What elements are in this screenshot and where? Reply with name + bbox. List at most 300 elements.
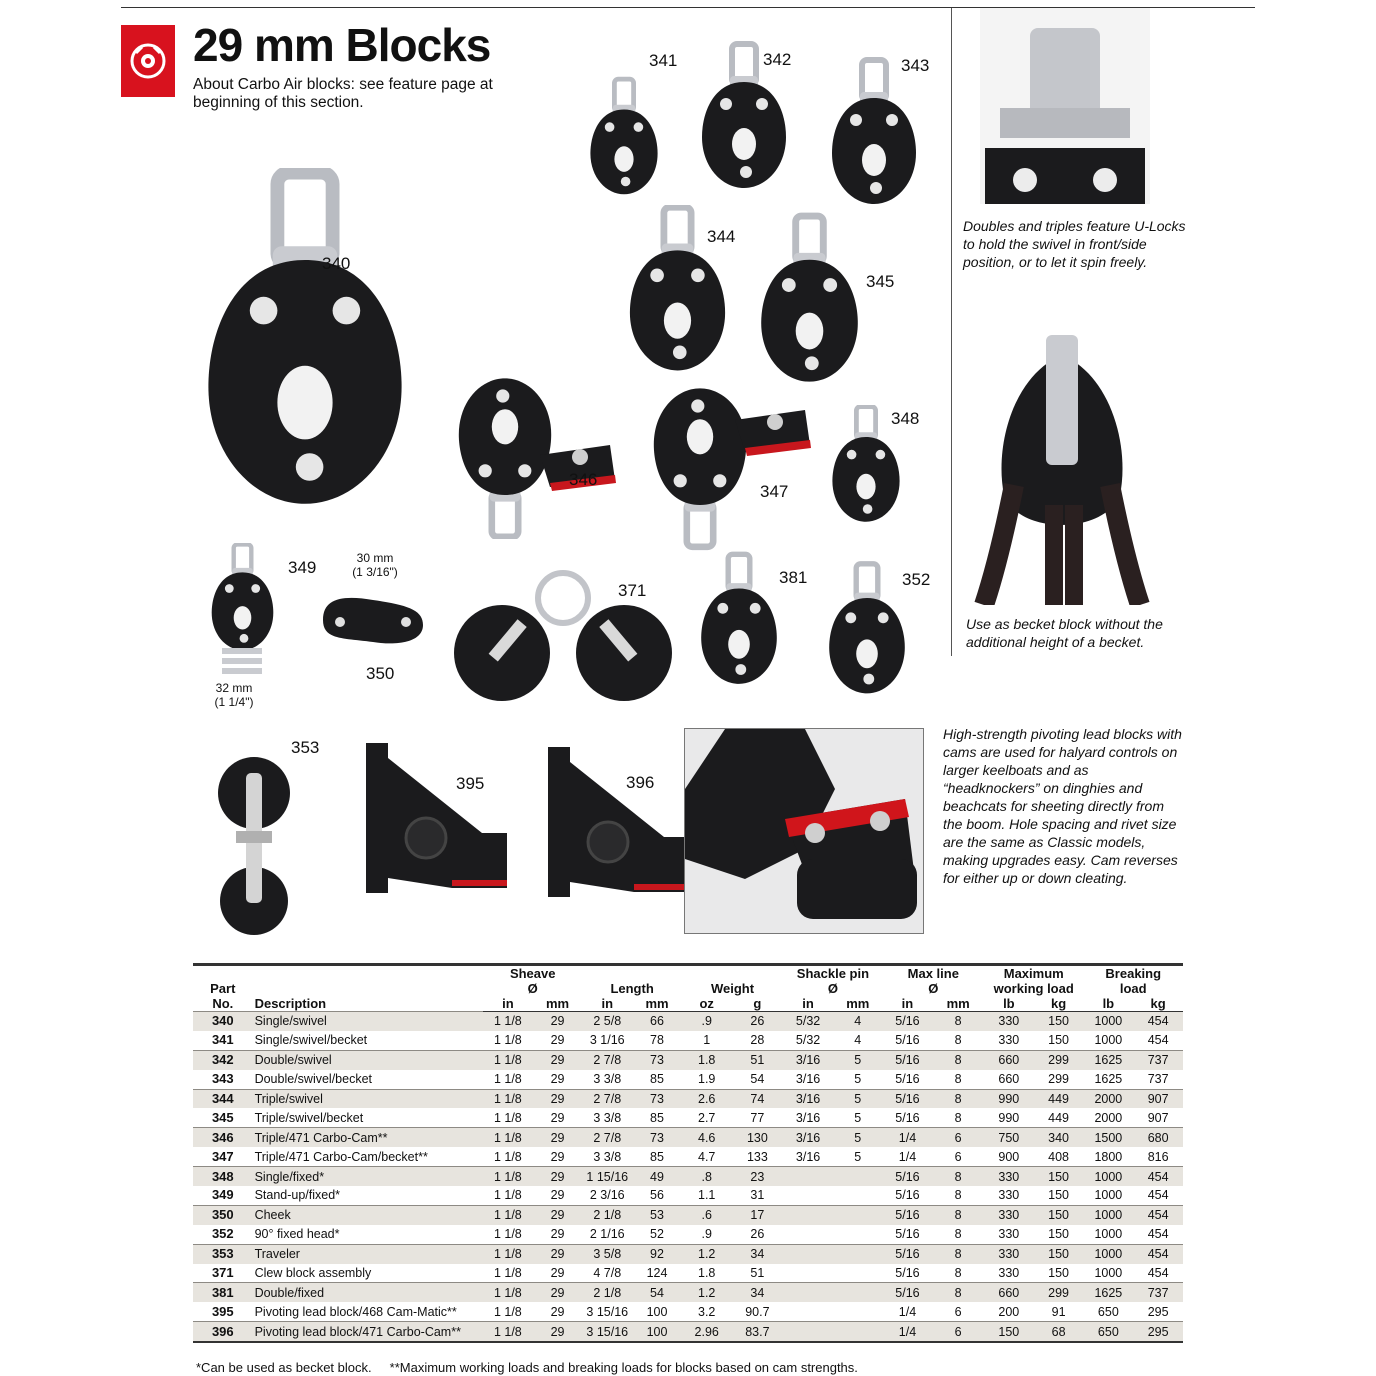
block-341-image (584, 45, 664, 230)
value-cell: 85 (632, 1070, 682, 1089)
value-cell: 907 (1133, 1108, 1183, 1127)
header-length: Length (582, 965, 681, 997)
value-cell: 5/32 (783, 1012, 833, 1031)
table-row (193, 1012, 1183, 1031)
block-345-image (752, 205, 867, 395)
value-cell: 1.8 (682, 1264, 732, 1283)
value-cell: 408 (1034, 1147, 1084, 1166)
description-cell: Triple/471 Carbo-Cam/becket** (253, 1147, 483, 1166)
part-number-cell: 353 (193, 1244, 253, 1263)
part-number-cell: 340 (193, 1012, 253, 1031)
value-cell: 100 (632, 1322, 682, 1342)
table-row (193, 1205, 1183, 1224)
label-353: 353 (291, 738, 320, 757)
value-cell: 1 1/8 (483, 1322, 533, 1342)
value-cell: 1 1/8 (483, 1205, 533, 1224)
value-cell: 330 (984, 1244, 1034, 1263)
column-divider (951, 8, 952, 656)
description-cell: Pivoting lead block/468 Cam-Matic** (253, 1302, 483, 1321)
table-row (193, 1322, 1183, 1342)
table-row (193, 1186, 1183, 1205)
table-row (193, 1108, 1183, 1127)
value-cell: 330 (984, 1167, 1034, 1186)
value-cell: 4 7/8 (582, 1264, 632, 1283)
value-cell: 8 (932, 1167, 984, 1186)
value-cell: 340 (1034, 1128, 1084, 1147)
value-cell (833, 1302, 883, 1321)
value-cell: 660 (984, 1050, 1034, 1069)
unit-mm: mm (533, 996, 583, 1012)
value-cell: 2.7 (682, 1108, 732, 1127)
unit-in: in (783, 996, 833, 1012)
value-cell: 3/16 (783, 1128, 833, 1147)
value-cell: 1.9 (682, 1070, 732, 1089)
value-cell: 1/4 (883, 1302, 933, 1321)
value-cell: 1 1/8 (483, 1070, 533, 1089)
table-row (193, 1225, 1183, 1244)
value-cell (783, 1225, 833, 1244)
description-cell: Traveler (253, 1244, 483, 1263)
dim-349 (190, 681, 278, 709)
table-row (193, 1070, 1183, 1089)
label-346: 346 (569, 470, 598, 489)
value-cell: 454 (1133, 1225, 1183, 1244)
value-cell: 3 15/16 (582, 1322, 632, 1342)
value-cell: 23 (732, 1167, 784, 1186)
header-mwl-1: Maximum (1003, 966, 1064, 981)
label-348: 348 (891, 409, 920, 428)
value-cell: 1 1/8 (483, 1302, 533, 1321)
value-cell: 1 1/8 (483, 1264, 533, 1283)
value-cell: 54 (632, 1283, 682, 1302)
label-371: 371 (618, 581, 647, 600)
value-cell: 6 (932, 1322, 984, 1342)
description-cell: Single/swivel/becket (253, 1031, 483, 1050)
value-cell (833, 1264, 883, 1283)
value-cell: 6 (932, 1128, 984, 1147)
value-cell: 85 (632, 1147, 682, 1166)
value-cell: 85 (632, 1108, 682, 1127)
value-cell: 454 (1133, 1031, 1183, 1050)
value-cell: 2 5/8 (582, 1012, 632, 1031)
value-cell: 6 (932, 1302, 984, 1321)
value-cell: 150 (1034, 1167, 1084, 1186)
value-cell: 5/16 (883, 1050, 933, 1069)
value-cell: 29 (533, 1225, 583, 1244)
value-cell (783, 1264, 833, 1283)
value-cell: 295 (1133, 1302, 1183, 1321)
value-cell: 454 (1133, 1244, 1183, 1263)
value-cell: 3/16 (783, 1050, 833, 1069)
value-cell (783, 1167, 833, 1186)
part-number-cell: 348 (193, 1167, 253, 1186)
header-breaking-1: Breaking (1105, 966, 1162, 981)
header-sheave (483, 965, 582, 997)
value-cell (783, 1244, 833, 1263)
value-cell: 92 (632, 1244, 682, 1263)
value-cell: 650 (1083, 1302, 1133, 1321)
value-cell: 66 (632, 1012, 682, 1031)
block-346-image (450, 375, 620, 540)
value-cell: 34 (732, 1283, 784, 1302)
value-cell: 8 (932, 1205, 984, 1224)
value-cell: 2 1/16 (582, 1225, 632, 1244)
value-cell: 454 (1133, 1205, 1183, 1224)
header-shackle-symbol: Ø (827, 981, 838, 996)
value-cell: 330 (984, 1031, 1034, 1050)
value-cell (833, 1322, 883, 1342)
value-cell: 299 (1034, 1283, 1084, 1302)
part-number-cell: 371 (193, 1264, 253, 1283)
value-cell: 26 (732, 1225, 784, 1244)
block-396-image (544, 742, 694, 902)
value-cell: 3 5/8 (582, 1244, 632, 1263)
value-cell: 2 3/16 (582, 1186, 632, 1205)
value-cell: 5/32 (783, 1031, 833, 1050)
value-cell: 1.1 (682, 1186, 732, 1205)
value-cell: 2000 (1083, 1089, 1133, 1108)
unit-kg: kg (1034, 996, 1084, 1012)
header-description: Description (253, 965, 483, 1012)
value-cell: 5/16 (883, 1070, 933, 1089)
value-cell: 1 1/8 (483, 1012, 533, 1031)
value-cell: 29 (533, 1244, 583, 1263)
value-cell: 1/4 (883, 1322, 933, 1342)
value-cell: 73 (632, 1128, 682, 1147)
footnote: *Can be used as becket block. **Maximum working loads and breaking loads for blocks based on cam strengths. (196, 1360, 858, 1375)
value-cell: 5/16 (883, 1244, 933, 1263)
block-340-image (190, 168, 420, 538)
value-cell: 4.6 (682, 1128, 732, 1147)
unit-in: in (883, 996, 933, 1012)
value-cell: 737 (1133, 1070, 1183, 1089)
value-cell: 449 (1034, 1108, 1084, 1127)
value-cell: 4 (833, 1012, 883, 1031)
label-340: 340 (322, 254, 351, 273)
value-cell: 5/16 (883, 1012, 933, 1031)
part-number-cell: 350 (193, 1205, 253, 1224)
block-381-image (694, 540, 784, 700)
value-cell: 1000 (1083, 1167, 1133, 1186)
value-cell: 3/16 (783, 1108, 833, 1127)
value-cell: .9 (682, 1225, 732, 1244)
value-cell: 454 (1133, 1186, 1183, 1205)
value-cell: 3/16 (783, 1089, 833, 1108)
dim-350 (344, 551, 406, 579)
label-343: 343 (901, 56, 930, 75)
value-cell: 2.6 (682, 1089, 732, 1108)
value-cell: 990 (984, 1108, 1034, 1127)
header-mwl-2: working load (993, 981, 1074, 996)
description-cell: Double/swivel/becket (253, 1070, 483, 1089)
value-cell (833, 1283, 883, 1302)
value-cell: 3 15/16 (582, 1302, 632, 1321)
part-number-cell: 395 (193, 1302, 253, 1321)
value-cell: 1 15/16 (582, 1167, 632, 1186)
unit-kg: kg (1133, 996, 1183, 1012)
value-cell: 1 1/8 (483, 1031, 533, 1050)
value-cell: 1000 (1083, 1031, 1133, 1050)
value-cell: 6 (932, 1147, 984, 1166)
unit-mm: mm (932, 996, 984, 1012)
value-cell: 8 (932, 1264, 984, 1283)
value-cell: 5/16 (883, 1186, 933, 1205)
value-cell: 8 (932, 1108, 984, 1127)
value-cell: 77 (732, 1108, 784, 1127)
part-number-cell: 345 (193, 1108, 253, 1127)
value-cell: 54 (732, 1070, 784, 1089)
page-title: 29 mm Blocks (193, 19, 491, 71)
value-cell: 150 (1034, 1186, 1084, 1205)
value-cell: 5/16 (883, 1167, 933, 1186)
harken-logo-icon (128, 41, 168, 81)
value-cell: 8 (932, 1186, 984, 1205)
value-cell: 29 (533, 1322, 583, 1342)
label-345: 345 (866, 272, 895, 291)
value-cell: 150 (1034, 1244, 1084, 1263)
value-cell: 1/4 (883, 1147, 933, 1166)
value-cell: 17 (732, 1205, 784, 1224)
description-cell: Cheek (253, 1205, 483, 1224)
value-cell (833, 1167, 883, 1186)
value-cell: 5 (833, 1070, 883, 1089)
value-cell: 91 (1034, 1302, 1084, 1321)
unit-lb: lb (1083, 996, 1133, 1012)
value-cell: 330 (984, 1264, 1034, 1283)
value-cell: 1 (682, 1031, 732, 1050)
value-cell: 150 (1034, 1012, 1084, 1031)
value-cell: 5/16 (883, 1225, 933, 1244)
value-cell: 1000 (1083, 1264, 1133, 1283)
spec-table-body (193, 1012, 1183, 1343)
ulocks-caption: Doubles and triples feature U-Locks to hold the swivel in front/side position, or to let it spin freely. (963, 218, 1186, 270)
value-cell (783, 1302, 833, 1321)
value-cell: 28 (732, 1031, 784, 1050)
value-cell (833, 1205, 883, 1224)
value-cell: 1000 (1083, 1244, 1133, 1263)
value-cell: 49 (632, 1167, 682, 1186)
value-cell: 26 (732, 1012, 784, 1031)
header-breaking (1083, 965, 1183, 997)
value-cell: 1.2 (682, 1244, 732, 1263)
value-cell: 29 (533, 1264, 583, 1283)
value-cell: 1000 (1083, 1205, 1133, 1224)
header-breaking-2: load (1119, 981, 1147, 996)
table-row (193, 1147, 1183, 1166)
value-cell: 29 (533, 1205, 583, 1224)
value-cell: 1000 (1083, 1186, 1133, 1205)
label-347: 347 (760, 482, 789, 501)
value-cell: 150 (1034, 1031, 1084, 1050)
part-number-cell: 349 (193, 1186, 253, 1205)
value-cell: 5/16 (883, 1089, 933, 1108)
block-349-image (200, 543, 285, 683)
value-cell: 330 (984, 1225, 1034, 1244)
value-cell: 68 (1034, 1322, 1084, 1342)
value-cell: 51 (732, 1264, 784, 1283)
value-cell: 8 (932, 1031, 984, 1050)
value-cell: 74 (732, 1089, 784, 1108)
value-cell: 29 (533, 1167, 583, 1186)
description-cell: Triple/swivel (253, 1089, 483, 1108)
value-cell: 1 1/8 (483, 1147, 533, 1166)
label-342: 342 (763, 50, 792, 69)
label-395: 395 (456, 774, 485, 793)
value-cell: 29 (533, 1089, 583, 1108)
header-maxline-symbol: Ø (928, 981, 939, 996)
description-cell: Single/swivel (253, 1012, 483, 1031)
value-cell: 1 1/8 (483, 1108, 533, 1127)
value-cell: 1 1/8 (483, 1089, 533, 1108)
value-cell (783, 1322, 833, 1342)
value-cell: 8 (932, 1012, 984, 1031)
value-cell: 5/16 (883, 1205, 933, 1224)
description-cell: Stand-up/fixed* (253, 1186, 483, 1205)
value-cell (833, 1225, 883, 1244)
value-cell: 29 (533, 1147, 583, 1166)
value-cell: 8 (932, 1244, 984, 1263)
value-cell: 907 (1133, 1089, 1183, 1108)
value-cell: 31 (732, 1186, 784, 1205)
value-cell: 900 (984, 1147, 1034, 1166)
page-subtitle: About Carbo Air blocks: see feature page at beginning of this section. (193, 76, 493, 111)
header-sheave-label: Sheave (509, 966, 556, 981)
value-cell: 150 (984, 1322, 1034, 1342)
label-352: 352 (902, 570, 931, 589)
table-row (193, 1264, 1183, 1283)
value-cell: 680 (1133, 1128, 1183, 1147)
header-weight: Weight (682, 965, 783, 997)
value-cell: 1 1/8 (483, 1244, 533, 1263)
header-sheave-symbol: Ø (527, 981, 538, 996)
pivoting-block-detail-drawing (685, 729, 923, 933)
part-number-cell: 381 (193, 1283, 253, 1302)
value-cell: 750 (984, 1128, 1034, 1147)
value-cell: 737 (1133, 1050, 1183, 1069)
part-number-cell: 396 (193, 1322, 253, 1342)
table-row (193, 1089, 1183, 1108)
value-cell: 1625 (1083, 1283, 1133, 1302)
part-number-cell: 347 (193, 1147, 253, 1166)
table-row (193, 1031, 1183, 1050)
value-cell: 1000 (1083, 1012, 1133, 1031)
value-cell: 1/4 (883, 1128, 933, 1147)
spec-table (193, 963, 1183, 1343)
header-shackle-label: Shackle pin (796, 966, 870, 981)
value-cell: 8 (932, 1050, 984, 1069)
value-cell: 83.7 (732, 1322, 784, 1342)
unit-in: in (582, 996, 632, 1012)
value-cell: 3/16 (783, 1070, 833, 1089)
value-cell: 1 1/8 (483, 1283, 533, 1302)
label-381: 381 (779, 568, 808, 587)
value-cell: 3 3/8 (582, 1070, 632, 1089)
value-cell: 3 1/16 (582, 1031, 632, 1050)
value-cell: 150 (1034, 1205, 1084, 1224)
value-cell: 90.7 (732, 1302, 784, 1321)
value-cell: 2 1/8 (582, 1205, 632, 1224)
ulock-detail-drawing (980, 8, 1150, 204)
value-cell: 449 (1034, 1089, 1084, 1108)
value-cell: 78 (632, 1031, 682, 1050)
value-cell: 299 (1034, 1050, 1084, 1069)
value-cell: 454 (1133, 1167, 1183, 1186)
label-396: 396 (626, 773, 655, 792)
label-350: 350 (366, 664, 395, 683)
part-number-cell: 341 (193, 1031, 253, 1050)
block-395-image (362, 738, 512, 900)
value-cell: 5 (833, 1147, 883, 1166)
value-cell: 660 (984, 1070, 1034, 1089)
pivoting-caption: High-strength pivoting lead blocks with cams are used for halyard controls on larger keelboats and as “headknockers” on dinghies and beachcats for sheeting directly from the boom. Hole spacing and rivet size are the same as Classic models, making upgrades easy. Cam reverses for either up or down cleating. (943, 726, 1182, 886)
value-cell (783, 1205, 833, 1224)
value-cell: 29 (533, 1283, 583, 1302)
value-cell: 8 (932, 1089, 984, 1108)
value-cell: 29 (533, 1012, 583, 1031)
label-344: 344 (707, 227, 736, 246)
table-row (193, 1283, 1183, 1302)
value-cell: 1 1/8 (483, 1186, 533, 1205)
value-cell: 330 (984, 1012, 1034, 1031)
header-part-2: No. (212, 996, 234, 1011)
value-cell: 5/16 (883, 1108, 933, 1127)
part-number-cell: 344 (193, 1089, 253, 1108)
value-cell (833, 1186, 883, 1205)
label-349: 349 (288, 558, 317, 577)
value-cell: 4.7 (682, 1147, 732, 1166)
header-part (193, 965, 253, 1012)
description-cell: Double/fixed (253, 1283, 483, 1302)
part-number-cell: 343 (193, 1070, 253, 1089)
value-cell (783, 1186, 833, 1205)
value-cell: 150 (1034, 1264, 1084, 1283)
value-cell: 2 1/8 (582, 1283, 632, 1302)
value-cell: 330 (984, 1205, 1034, 1224)
becket-caption: Use as becket block without the additional height of a becket. (966, 616, 1163, 650)
value-cell: 3/16 (783, 1147, 833, 1166)
dim-350-mm: 30 mm (356, 551, 394, 565)
value-cell: .6 (682, 1205, 732, 1224)
value-cell: 2.96 (682, 1322, 732, 1342)
value-cell: 737 (1133, 1283, 1183, 1302)
value-cell: 1800 (1083, 1147, 1133, 1166)
value-cell: 5 (833, 1089, 883, 1108)
value-cell: 29 (533, 1031, 583, 1050)
unit-oz: oz (682, 996, 732, 1012)
header-shackle (783, 965, 882, 997)
value-cell: 29 (533, 1108, 583, 1127)
value-cell: 3 3/8 (582, 1147, 632, 1166)
value-cell: 29 (533, 1128, 583, 1147)
pivoting-block-detail-photo (684, 728, 924, 934)
value-cell: 650 (1083, 1322, 1133, 1342)
value-cell: 1 1/8 (483, 1128, 533, 1147)
block-352-image (822, 552, 912, 707)
table-row (193, 1050, 1183, 1069)
block-347-image (645, 380, 815, 555)
block-350-image (318, 590, 428, 650)
value-cell: 56 (632, 1186, 682, 1205)
table-row (193, 1167, 1183, 1186)
description-cell: Pivoting lead block/471 Carbo-Cam** (253, 1322, 483, 1342)
value-cell: 454 (1133, 1012, 1183, 1031)
ulock-detail-photo (980, 8, 1150, 204)
part-number-cell: 342 (193, 1050, 253, 1069)
table-row (193, 1244, 1183, 1263)
description-cell: 90° fixed head* (253, 1225, 483, 1244)
value-cell: 3.2 (682, 1302, 732, 1321)
value-cell: 29 (533, 1050, 583, 1069)
